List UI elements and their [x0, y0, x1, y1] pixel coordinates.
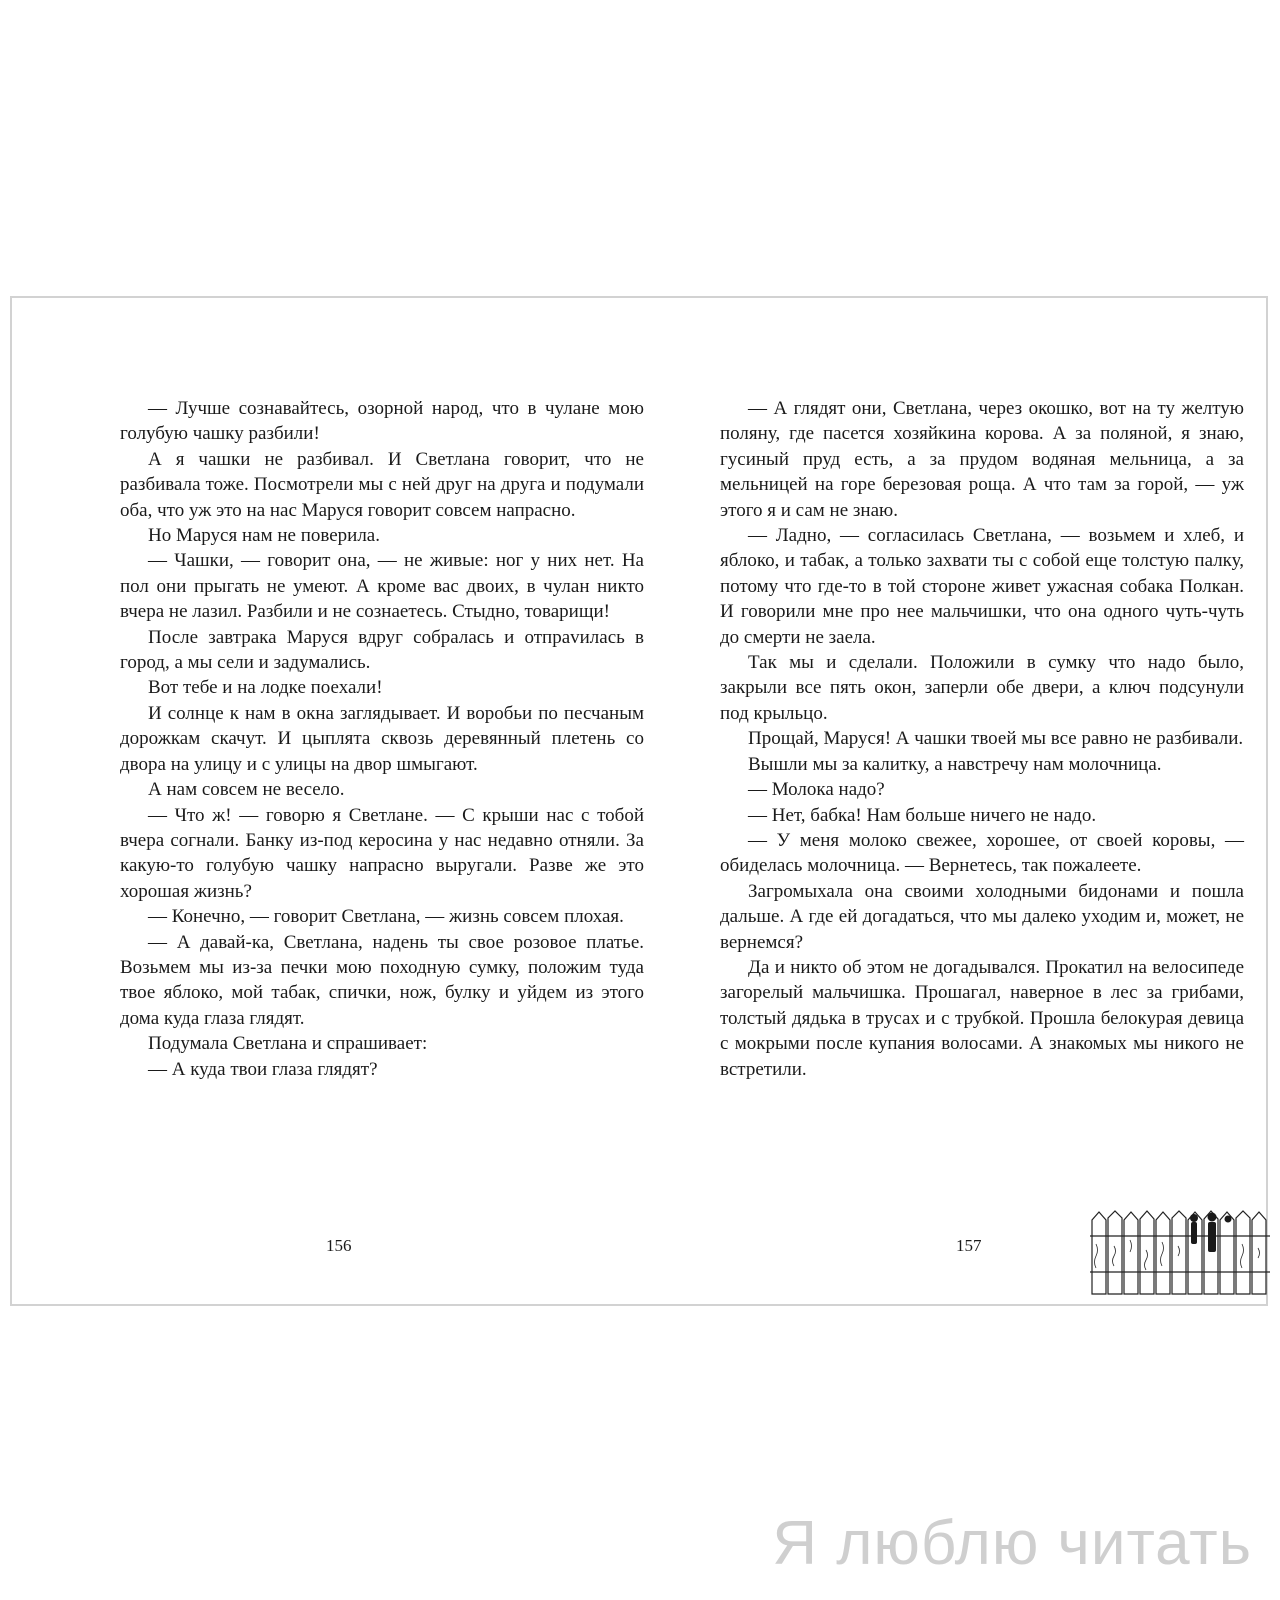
paragraph: — Ладно, — согласилась Светлана, — возьмем и хлеб, и яблоко, и табак, а только захвати ты с собой еще толстую палку, потому что где-то в той стороне живет ужасная собака Полкан. И говорили мне про нее мальчишки, что она одного чуть-чуть до смерти не заела.	[720, 525, 1244, 648]
paragraph: После завтрака Маруся вдруг собралась и отпраvилась в город, а мы сели и задумались.	[120, 626, 644, 674]
paragraph: — У меня молоко свежее, хорошее, от своей коровы, — обиделась молочница. — Вернетесь, так пожалеете.	[720, 829, 1244, 877]
paragraph: А я чашки не разбивал. И Светлана говорит, что не разбивала тоже. Посмотрели мы с ней друг на друга и подумали оба, что уж это на нас Маруся говорит совсем напрасно.	[120, 448, 644, 521]
paragraph: — А давай-ка, Светлана, надень ты свое розовое платье. Возьмем мы из-за печки мою походную сумку, положим туда твое яблоко, мой табак, спички, нож, булку и уйдем из этого дома куда глаза глядят.	[120, 931, 644, 1029]
paragraph: А нам совсем не весело.	[148, 779, 345, 801]
page-number-right: 157	[956, 1236, 982, 1255]
paragraph: — Лучше сознавайтесь, озорной народ, что в чулане мою голубую чашку разбили!	[120, 398, 644, 445]
paragraph: Подумала Светлана и спрашивает:	[148, 1033, 428, 1055]
paragraph: — А куда твои глаза глядят?	[148, 1058, 378, 1080]
page-number-left: 156	[326, 1236, 352, 1255]
paragraph: — Чашки, — говорит она, — не живые: ног у них нет. На пол они прыгать не умеют. А кроме вас двоих, в чулан никто вчера не лазил. Разбили и не сознаетесь. Стыдно, товарищи!	[120, 550, 644, 623]
paragraph: Но Маруся нам не поверила.	[148, 525, 380, 547]
paragraph: Вышли мы за калитку, а навстречу нам молочница.	[748, 753, 1162, 775]
watermark: Я люблю читать	[772, 1509, 1252, 1578]
paragraph: Вот тебе и на лодке поехали!	[148, 677, 383, 699]
paragraph: — А глядят они, Светлана, через окошко, вот на ту желтую поляну, где пасется хозяйкина корова. А за поляной, я знаю, гусиный пруд есть, а за прудом водяная мельница, а за мельницей на горе березовая роща. А что там за горой, — уж этого я и сам не знаю.	[720, 398, 1244, 521]
paragraph: Да и никто об этом не догадывался. Прокатил на велосипеде загорелый мальчишка. Прошагал, наверное в лес за грибами, толстый дядька в трусах и с трубкой. Прошла белокурая девица с мокрыми после купания волосами. А знакомых мы никого не встретили.	[720, 956, 1244, 1080]
right-page	[720, 396, 1244, 1082]
paragraph: — Конечно, — говорит Светлана, — жизнь совсем плохая.	[148, 906, 624, 928]
fence-illustration-icon	[1090, 1210, 1270, 1296]
paragraph: И солнце к нам в окна заглядывает. И воробьи по песчаным дорожкам скачут. И цыплята сквозь деревянный плетень со двора на улицу и с улицы на двор шмыгают.	[120, 702, 644, 775]
left-page	[120, 396, 644, 1082]
paragraph: Так мы и сделали. Положили в сумку что надо было, закрыли все пять окон, заперли обе двери, а ключ подсунули под крыльцо.	[720, 652, 1244, 724]
book-spread	[10, 296, 1268, 1306]
paragraph: — Молока надо?	[748, 779, 885, 801]
paragraph: — Нет, бабка! Нам больше ничего не надо.	[748, 804, 1097, 826]
paragraph: Прощай, Маруся! А чашки твоей мы все равно не разбивали.	[748, 728, 1244, 750]
paragraph: Загромыхала она своими холодными бидонами и пошла дальше. А где ей догадаться, что мы далеко уходим и, может, не вернемся?	[720, 880, 1244, 953]
paragraph: — Что ж! — говорю я Светлане. — С крыши нас с тобой вчера согнали. Банку из-под керосина у нас недавно отняли. За какую-то голубую чашку напрасно выругали. Разве же это хорошая жизнь?	[120, 804, 644, 902]
